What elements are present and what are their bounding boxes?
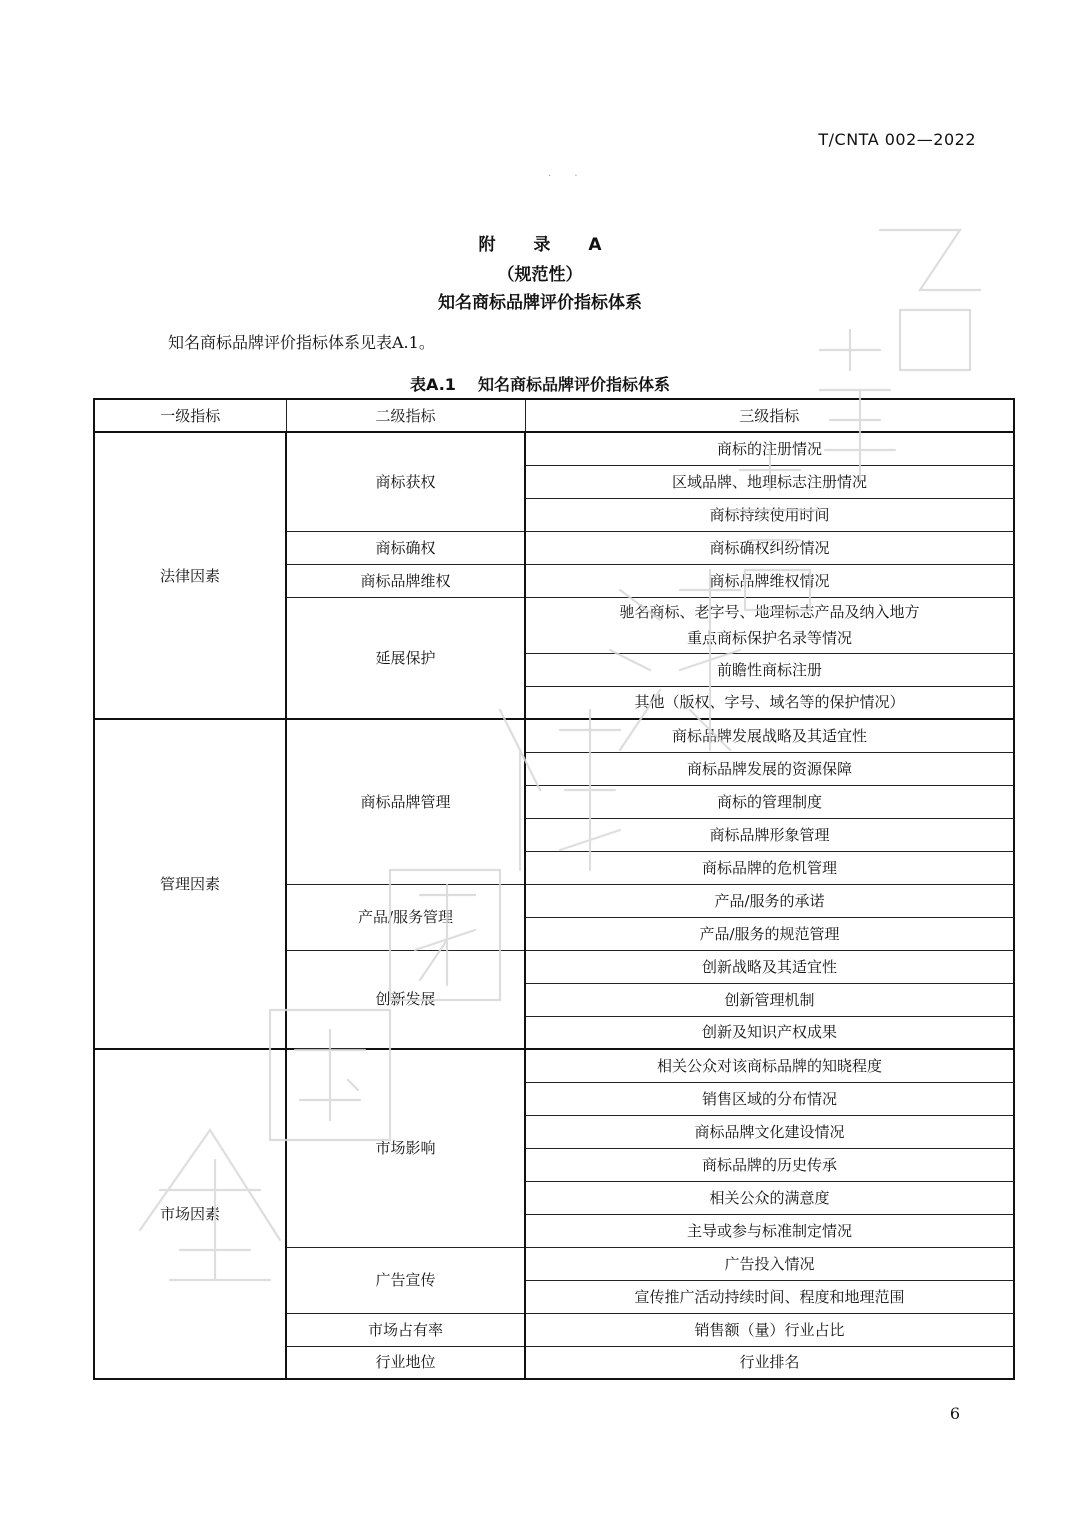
level3-cell: 商标品牌发展的资源保障 <box>525 752 1014 785</box>
level2-cell: 商标品牌管理 <box>286 719 525 884</box>
level2-cell: 市场占有率 <box>286 1313 525 1346</box>
level3-cell: 创新战略及其适宜性 <box>525 950 1014 983</box>
level3-cell: 区域品牌、地理标志注册情况 <box>525 465 1014 498</box>
level3-cell: 相关公众对该商标品牌的知晓程度 <box>525 1049 1014 1082</box>
level3-cell: 相关公众的满意度 <box>525 1181 1014 1214</box>
level2-cell: 创新发展 <box>286 950 525 1049</box>
indicator-table <box>93 398 1015 1380</box>
level3-cell: 商标品牌形象管理 <box>525 818 1014 851</box>
table-caption-id: 表A.1 <box>410 375 456 394</box>
level3-cell: 商标品牌发展战略及其适宜性 <box>525 719 1014 752</box>
level3-cell: 销售区域的分布情况 <box>525 1082 1014 1115</box>
level3-cell: 商标品牌的历史传承 <box>525 1148 1014 1181</box>
level3-cell: 商标持续使用时间 <box>525 498 1014 531</box>
level2-cell: 产品/服务管理 <box>286 884 525 950</box>
table-body <box>94 432 1014 1379</box>
level2-cell: 商标获权 <box>286 432 525 531</box>
level3-cell: 商标的管理制度 <box>525 785 1014 818</box>
table-row <box>94 719 1014 752</box>
page-number: 6 <box>949 1404 960 1423</box>
document-code: T/CNTA 002—2022 <box>818 130 976 149</box>
level3-cell: 宣传推广活动持续时间、程度和地理范围 <box>525 1280 1014 1313</box>
appendix-nature: （规范性） <box>497 265 583 285</box>
level2-cell: 延展保护 <box>286 597 525 719</box>
header-level2: 二级指标 <box>286 399 525 432</box>
table-caption <box>0 372 1080 395</box>
header-dots: . . <box>548 168 588 179</box>
appendix-name: 知名商标品牌评价指标体系 <box>438 293 642 313</box>
level2-cell: 商标确权 <box>286 531 525 564</box>
level1-cell: 市场因素 <box>94 1049 286 1379</box>
table-caption-title: 知名商标品牌评价指标体系 <box>477 375 670 394</box>
level3-cell: 主导或参与标准制定情况 <box>525 1214 1014 1247</box>
level3-cell: 商标品牌的危机管理 <box>525 851 1014 884</box>
level3-cell: 商标的注册情况 <box>525 432 1014 465</box>
level3-cell: 产品/服务的承诺 <box>525 884 1014 917</box>
level3-cell: 商标品牌维权情况 <box>525 564 1014 597</box>
level3-cell: 前瞻性商标注册 <box>525 653 1014 686</box>
level3-cell: 销售额（量）行业占比 <box>525 1313 1014 1346</box>
level3-cell: 其他（版权、字号、域名等的保护情况） <box>525 686 1014 719</box>
level3-cell: 产品/服务的规范管理 <box>525 917 1014 950</box>
table-header-row <box>94 399 1014 432</box>
level3-cell: 行业排名 <box>525 1346 1014 1379</box>
table-row <box>94 432 1014 465</box>
intro-paragraph: 知名商标品牌评价指标体系见表A.1。 <box>168 333 435 352</box>
level3-cell: 创新及知识产权成果 <box>525 1016 1014 1049</box>
level2-cell: 商标品牌维权 <box>286 564 525 597</box>
header-level3: 三级指标 <box>525 399 1014 432</box>
level2-cell: 广告宣传 <box>286 1247 525 1313</box>
level1-cell: 法律因素 <box>94 432 286 719</box>
appendix-title: 附 录 A <box>478 235 618 255</box>
level2-cell: 市场影响 <box>286 1049 525 1247</box>
level1-cell: 管理因素 <box>94 719 286 1049</box>
level3-cell: 商标品牌文化建设情况 <box>525 1115 1014 1148</box>
header-level1: 一级指标 <box>94 399 286 432</box>
level3-cell: 广告投入情况 <box>525 1247 1014 1280</box>
level3-cell: 商标确权纠纷情况 <box>525 531 1014 564</box>
level2-cell: 行业地位 <box>286 1346 525 1379</box>
level3-cell: 驰名商标、老字号、地理标志产品及纳入地方重点商标保护名录等情况 <box>525 597 1014 653</box>
table-row <box>94 1049 1014 1082</box>
level3-cell: 创新管理机制 <box>525 983 1014 1016</box>
